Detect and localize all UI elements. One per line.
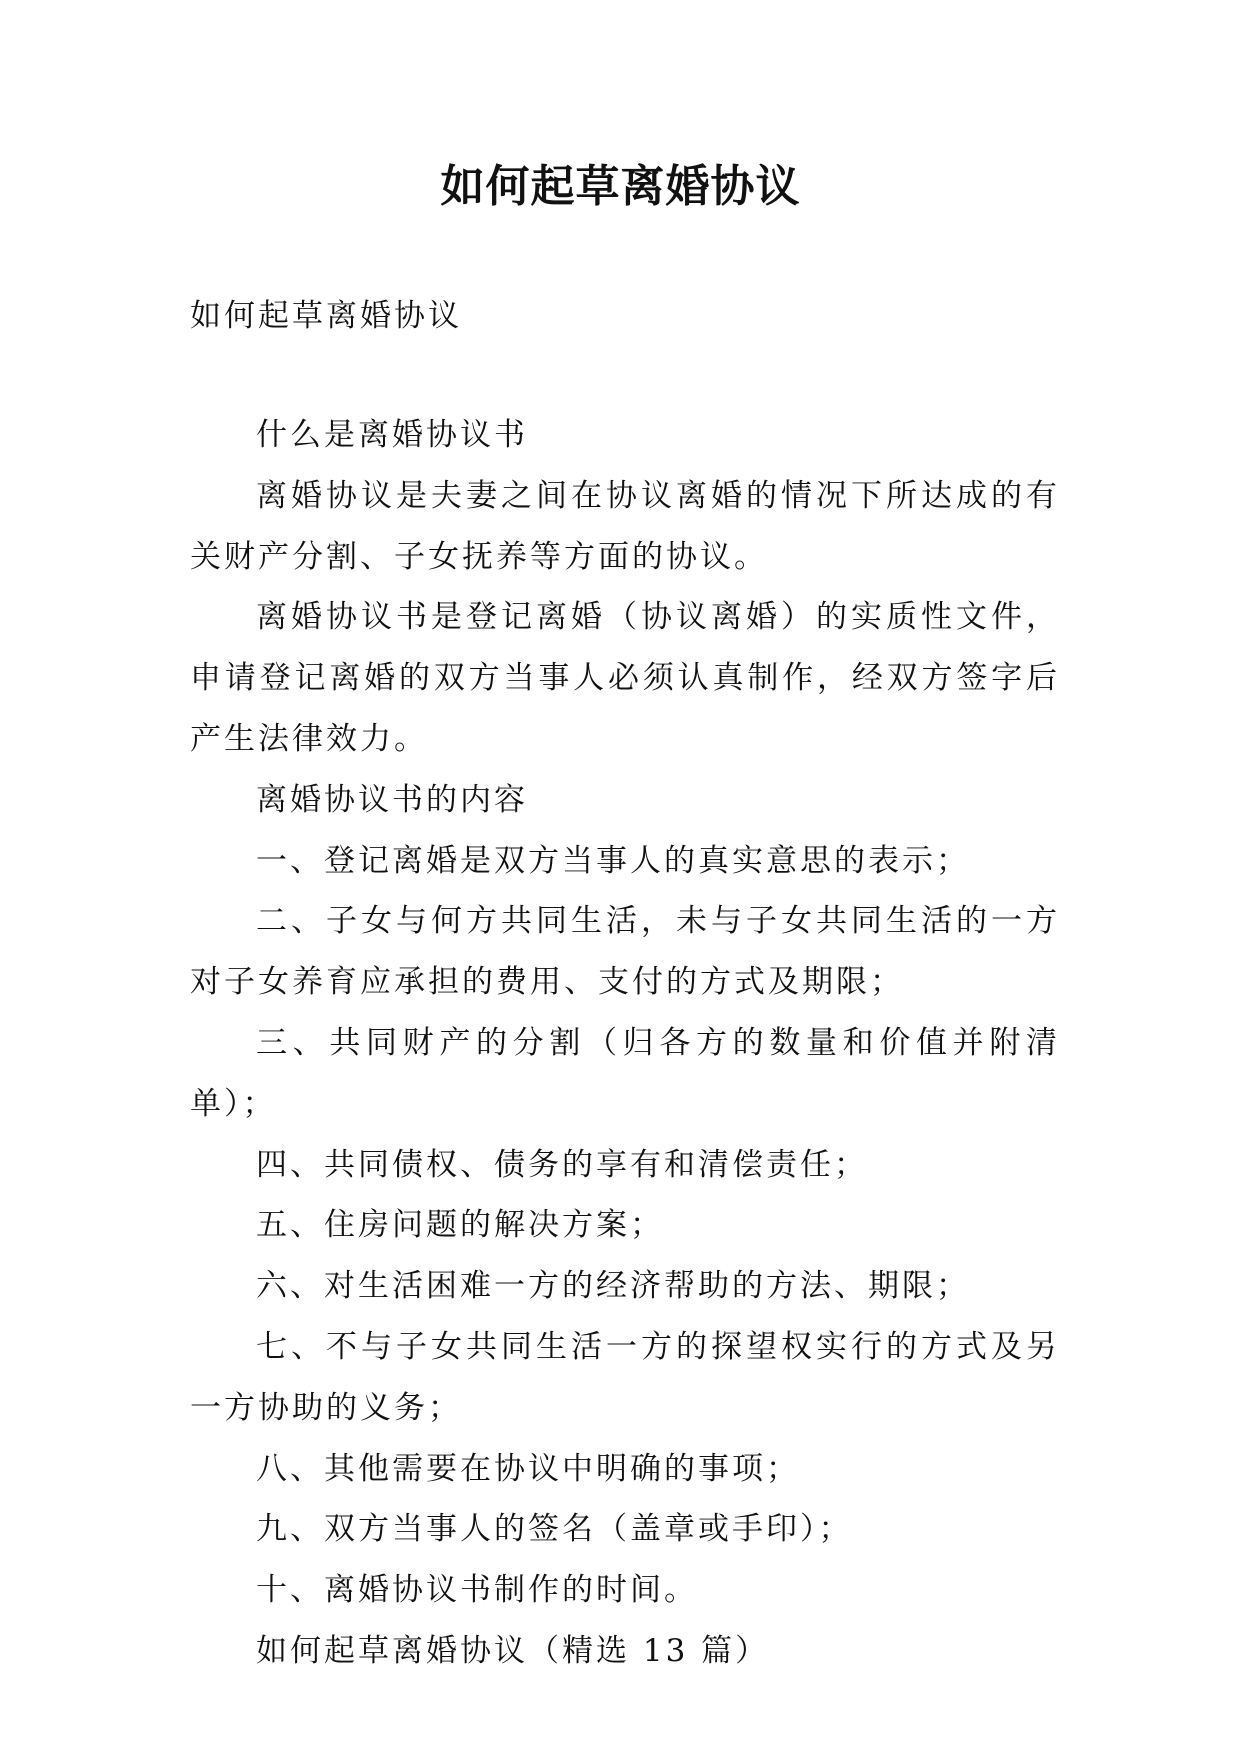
paragraph: 离婚协议书的内容 [256,781,528,818]
document-subtitle: 如何起草离婚协议 [190,298,462,334]
document-body [190,405,1060,1682]
paragraph: 八、其他需要在协议中明确的事项； [256,1450,800,1487]
paragraph: 二、子女与何方共同生活，未与子女共同生活的一方对子女养育应承担的费用、支付的方式及期限； [190,903,1060,1001]
paragraph: 九、双方当事人的签名（盖章或手印）； [256,1511,853,1548]
paragraph: 七、不与子女共同生活一方的探望权实行的方式及另一方协助的义务； [190,1328,1060,1426]
paragraph: 十、离婚协议书制作的时间。 [256,1572,698,1609]
paragraph: 六、对生活困难一方的经济帮助的方法、期限； [256,1268,970,1305]
paragraph: 一、登记离婚是双方当事人的真实意思的表示； [256,842,970,879]
paragraph: 三、共同财产的分割（归各方的数量和价值并附清单）； [190,1024,1060,1122]
paragraph: 离婚协议书是登记离婚（协议离婚）的实质性文件，申请登记离婚的双方当事人必须认真制作，经双方签字后产生法律效力。 [190,599,1060,757]
paragraph: 离婚协议是夫妻之间在协议离婚的情况下所达成的有关财产分割、子女抚养等方面的协议。 [190,477,1060,575]
paragraph: 四、共同债权、债务的享有和清偿责任； [256,1146,868,1183]
paragraph: 什么是离婚协议书 [256,417,528,453]
paragraph: 如何起草离婚协议（精选 13 篇） [256,1632,770,1669]
document-title: 如何起草离婚协议 [440,161,801,212]
paragraph: 五、住房问题的解决方案； [256,1207,664,1244]
